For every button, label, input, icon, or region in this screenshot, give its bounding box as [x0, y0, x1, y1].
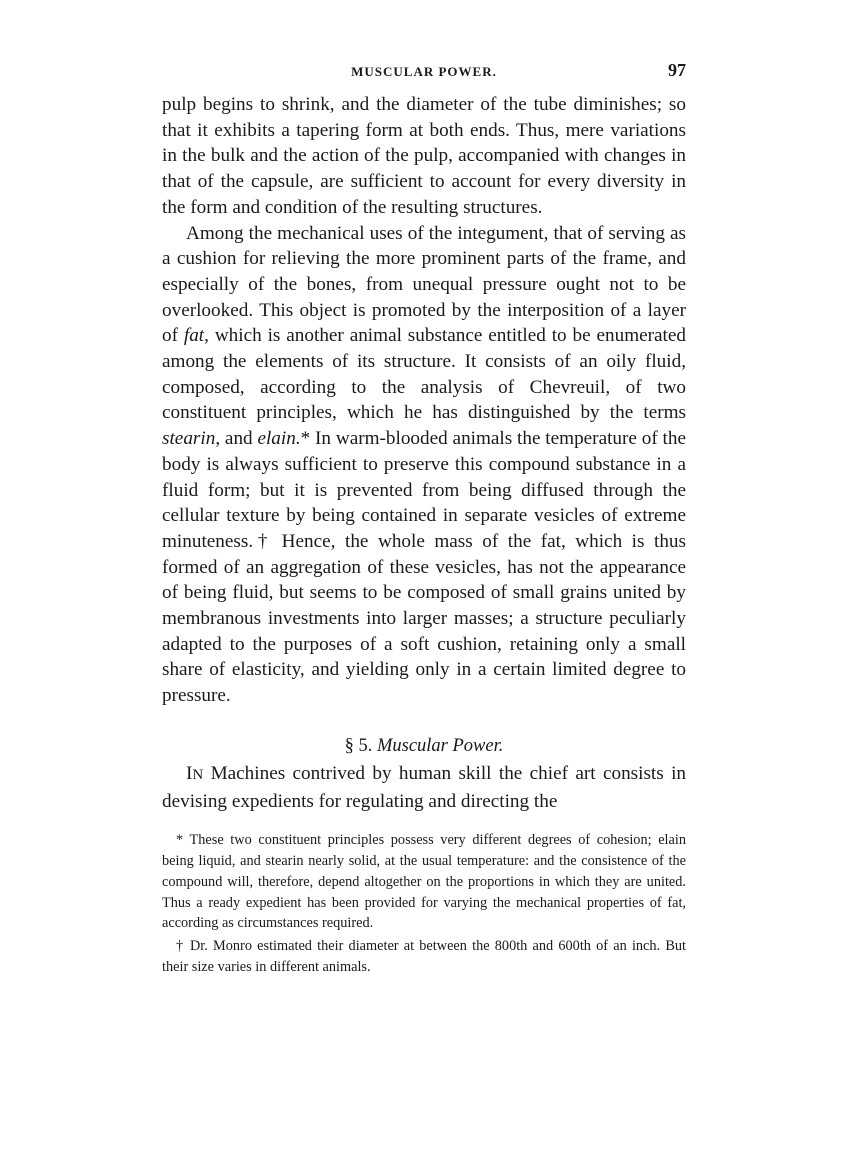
italic-term-fat: fat: [183, 325, 205, 347]
footnote-2: † Dr. Monro estimated their diameter at between the 800th and 600th of an inch. But their size varies in different animals.: [162, 938, 686, 976]
paragraph-continuation: pulp begins to shrink, and the diameter of the tube diminishes; so that it exhibits a tapering form at both ends. Thus, mere variations in the bulk and the action of the pulp, accompanied with changes in that of the capsule, are sufficient to account for every diversity in the form and condition of the resulting structures.: [162, 94, 686, 218]
paragraph-text: Among the mechanical uses of the integument, that of serving as a cushion for relieving the more prominent parts of the frame, and especially of the bones, from unequal pressure ought not to be overlooked. This object is promoted by the interposition of a layer of: [162, 222, 686, 347]
paragraph-text: , which is another animal substance entitled to be enumerated among the elements of its structure. It consists of an oily fluid, composed, according to the analysis of Chevreuil, of two constituent principles, which he has distinguished by the terms: [162, 325, 686, 424]
paragraph-text: * In warm-blooded animals the temperature of the body is always sufficient to preserve this compound substance in a fluid form; but it is prevented from being diffused through the cellular texture by being contained in separate vesicles of extreme minuteness.† Hence, the whole mass of the fat, which is thus formed of an aggregation of these vesicles, has not the appearance of being fluid, but seems to be composed of small grains united by membranous investments into larger masses; a structure peculiarly adapted to the purposes of a soft cushion, retaining only a small share of elasticity, and yielding only in a certain limited degree to pressure.: [162, 428, 686, 707]
paragraph-integument: [162, 221, 686, 709]
book-page: [162, 58, 686, 978]
drop-initial: I: [186, 762, 193, 784]
italic-term-stearin: stearin: [162, 428, 216, 450]
smallcaps-text: N: [192, 766, 204, 783]
page-number: 97: [668, 60, 686, 80]
footnotes: [162, 830, 686, 978]
footnote-1: * These two constituent principles possess very different degrees of cohesion; elain being liquid, and stearin nearly solid, at the usual temperature: and the consistence of the compound will, therefore, depend altogether on the proportions in which they are united. Thus a ready expedient has been provided for varying the mechanical properties of fat, according as circumstances required.: [162, 832, 686, 932]
section-heading: [162, 733, 686, 759]
body-text: [162, 92, 686, 814]
section-number: § 5.: [344, 735, 373, 756]
paragraph-text: , and: [215, 428, 258, 450]
section-title: Muscular Power.: [376, 735, 504, 756]
running-head: MUSCULAR POWER.: [351, 64, 497, 79]
paragraph-text: Machines contrived by human skill the chief art consists in devising expedients for regulating and directing the: [162, 762, 686, 812]
page-header: [162, 58, 686, 92]
paragraph-machines: [162, 761, 686, 814]
italic-term-elain: elain.: [257, 428, 301, 450]
